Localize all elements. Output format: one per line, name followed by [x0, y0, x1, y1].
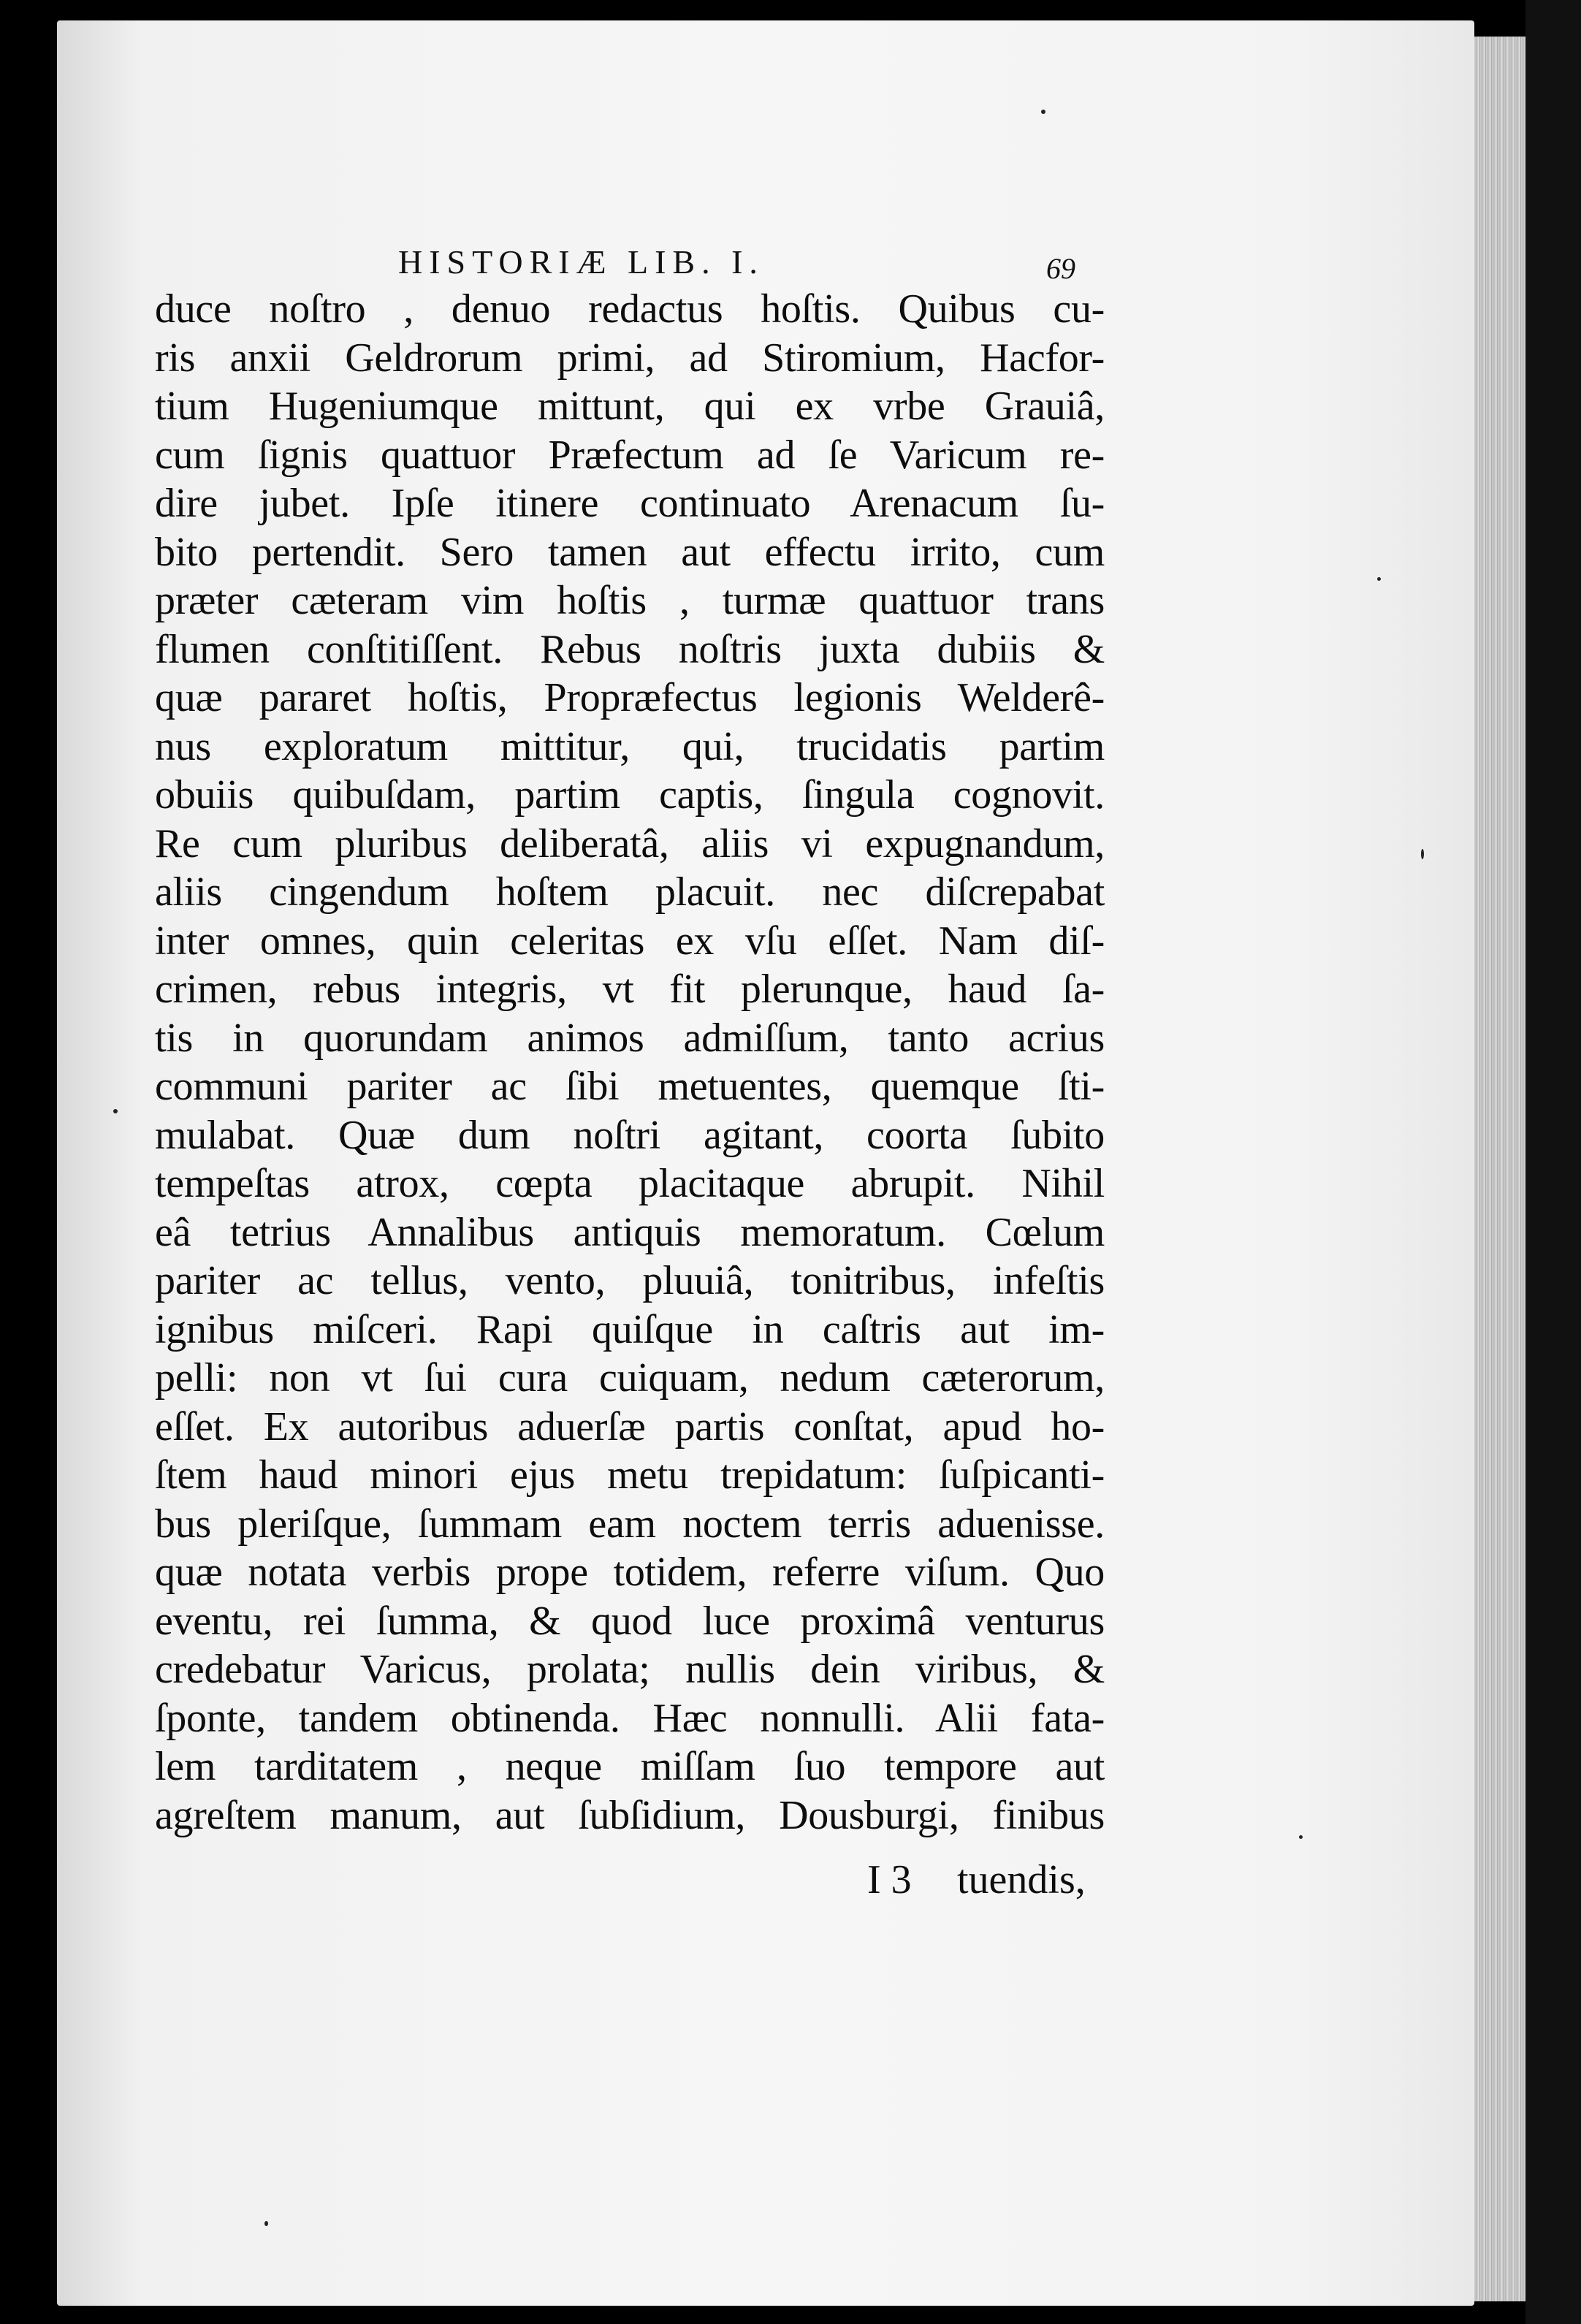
page-number: 69: [1046, 252, 1075, 285]
text-line: ſponte, tandem obtinenda. Hæc nonnulli. Alii fata-: [155, 1695, 1105, 1741]
text-line: bito pertendit. Sero tamen aut effectu irrito, cum: [155, 529, 1105, 575]
text-line: eâ tetrius Annalibus antiquis memoratum. Cœlum: [155, 1209, 1105, 1255]
text-line: nus exploratum mittitur, qui, trucidatis partim: [155, 723, 1105, 769]
text-line: præter cæteram vim hoſtis , turmæ quattuor trans: [155, 578, 1105, 623]
ink-speck: [1377, 577, 1381, 581]
text-line: pariter ac tellus, vento, pluuiâ, tonitribus, infeſtis: [155, 1258, 1105, 1303]
text-line: crimen, rebus integris, vt fit plerunque, haud ſa-: [155, 967, 1105, 1012]
ink-speck: [1041, 110, 1045, 114]
text-line: agreſtem manum, aut ſubſidium, Dousburgi, finibus: [155, 1792, 1105, 1838]
text-line: cum ſignis quattuor Præfectum ad ſe Varicum re-: [155, 432, 1105, 478]
scan-border-left: [0, 0, 57, 2324]
text-line: ignibus miſceri. Rapi quiſque in caſtris aut im-: [155, 1306, 1105, 1352]
text-line: obuiis quibuſdam, partim captis, ſingula cognovit.: [155, 772, 1105, 818]
text-line: flumen conſtitiſſent. Rebus noſtris juxta dubiis &: [155, 626, 1105, 672]
ink-speck: [264, 2221, 268, 2226]
body-text: [155, 285, 1105, 1840]
catchword: tuendis,: [957, 1857, 1086, 1902]
text-line: ris anxii Geldrorum primi, ad Stiromium, Hacfor-: [155, 335, 1105, 381]
ink-speck: [1421, 849, 1424, 859]
signature-mark: I 3: [867, 1857, 912, 1902]
text-line: tis in quorundam animos admiſſum, tanto acrius: [155, 1015, 1105, 1061]
text-line: dire jubet. Ipſe itinere continuato Arenacum ſu-: [155, 481, 1105, 526]
text-line: ſtem haud minori ejus metu trepidatum: ſuſpicanti-: [155, 1452, 1105, 1498]
text-line: eventu, rei ſumma, & quod luce proximâ venturus: [155, 1598, 1105, 1644]
text-line: aliis cingendum hoſtem placuit. nec diſcrepabat: [155, 869, 1105, 915]
page-edges: [1474, 37, 1525, 2301]
text-line: eſſet. Ex autoribus aduerſæ partis conſtat, apud ho-: [155, 1403, 1105, 1449]
text-line: lem tarditatem , neque miſſam ſuo tempore aut: [155, 1744, 1105, 1789]
text-line: duce noſtro , denuo redactus hoſtis. Quibus cu-: [155, 286, 1105, 332]
text-line: mulabat. Quæ dum noſtri agitant, coorta ſubito: [155, 1112, 1105, 1158]
ink-speck: [1299, 1835, 1303, 1839]
text-line: Re cum pluribus deliberatâ, aliis vi expugnandum,: [155, 820, 1105, 866]
text-line: quæ pararet hoſtis, Propræfectus legionis Welderê-: [155, 675, 1105, 720]
text-line: communi pariter ac ſibi metuentes, quemque ſti-: [155, 1064, 1105, 1109]
ink-speck: [113, 1109, 118, 1113]
text-line: pelli: non vt ſui cura cuiquam, nedum cæterorum,: [155, 1355, 1105, 1401]
text-line: tempeſtas atrox, cœpta placitaque abrupit. Nihil: [155, 1161, 1105, 1206]
running-head: HISTORIÆ LIB. I.: [398, 243, 764, 281]
text-line: bus pleriſque, ſummam eam noctem terris aduenisse.: [155, 1501, 1105, 1547]
text-line: inter omnes, quin celeritas ex vſu eſſet. Nam diſ-: [155, 918, 1105, 964]
scan-border-right: [1525, 0, 1581, 2324]
text-line: quæ notata verbis prope totidem, referre viſum. Quo: [155, 1550, 1105, 1595]
text-line: credebatur Varicus, prolata; nullis dein viribus, &: [155, 1647, 1105, 1692]
text-line: tium Hugeniumque mittunt, qui ex vrbe Grauiâ,: [155, 384, 1105, 429]
